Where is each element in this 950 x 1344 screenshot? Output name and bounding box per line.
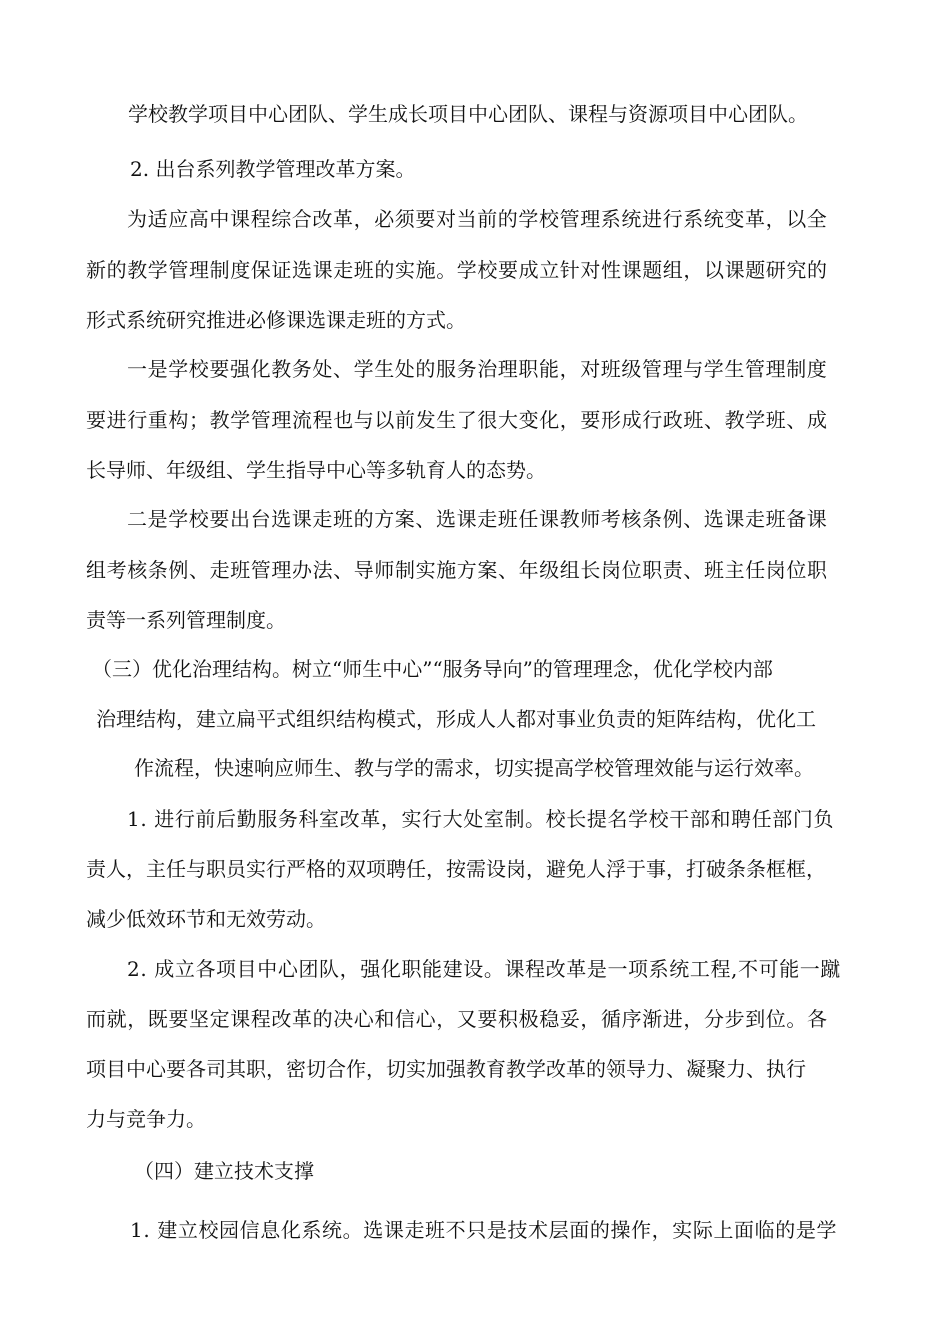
text-line: 而就，既要坚定课程改革的决心和信心，又要积极稳妥，循序渐进，分步到位。各 xyxy=(86,1007,828,1031)
text-line: 责等一系列管理制度。 xyxy=(86,608,286,632)
text-line: 为适应高中课程综合改革，必须要对当前的学校管理系统进行系统变革，以全 xyxy=(127,207,828,231)
text-line: 一是学校要强化教务处、学生处的服务治理职能，对班级管理与学生管理制度 xyxy=(127,357,828,381)
section-heading: （三）优化治理结构。树立“师生中心”“服务导向”的管理理念，优化学校内部 xyxy=(92,657,773,681)
text-line: 学校教学项目中心团队、学生成长项目中心团队、课程与资源项目中心团队。 xyxy=(128,102,808,126)
text-line: 长导师、年级组、学生指导中心等多轨育人的态势。 xyxy=(86,458,546,482)
text-line: 2. 成立各项目中心团队，强化职能建设。课程改革是一项系统工程,不可能一蹴 xyxy=(127,957,841,981)
text-line: 形式系统研究推进必修课选课走班的方式。 xyxy=(86,308,466,332)
text-line: 新的教学管理制度保证选课走班的实施。学校要成立针对性课题组，以课题研究的 xyxy=(86,258,828,282)
text-line: 1. 进行前后勤服务科室改革，实行大处室制。校长提名学校干部和聘任部门负 xyxy=(127,807,835,831)
text-line: 减少低效环节和无效劳动。 xyxy=(86,907,326,931)
text-line: 二是学校要出台选课走班的方案、选课走班任课教师考核条例、选课走班备课 xyxy=(127,507,828,531)
list-item-heading: 1. 建立校园信息化系统。选课走班不只是技术层面的操作，实际上面临的是学 xyxy=(130,1218,838,1242)
text-line: 责人，主任与职员实行严格的双项聘任，按需设岗，避免人浮于事，打破条条框框， xyxy=(86,857,826,881)
text-line: 治理结构，建立扁平式组织结构模式，形成人人都对事业负责的矩阵结构，优化工 xyxy=(96,707,816,731)
text-line: 力与竞争力。 xyxy=(86,1107,206,1131)
list-item-heading: 2. 出台系列教学管理改革方案。 xyxy=(130,157,416,181)
text-line: 组考核条例、走班管理办法、导师制实施方案、年级组长岗位职责、班主任岗位职 xyxy=(86,558,828,582)
text-line: 项目中心要各司其职，密切合作，切实加强教育教学改革的领导力、凝聚力、执行 xyxy=(86,1057,806,1081)
text-line: 作流程，快速响应师生、教与学的需求，切实提高学校管理效能与运行效率。 xyxy=(134,756,814,780)
section-heading: （四）建立技术支撑 xyxy=(134,1159,314,1183)
text-line: 要进行重构；教学管理流程也与以前发生了很大变化，要形成行政班、教学班、成 xyxy=(86,408,828,432)
